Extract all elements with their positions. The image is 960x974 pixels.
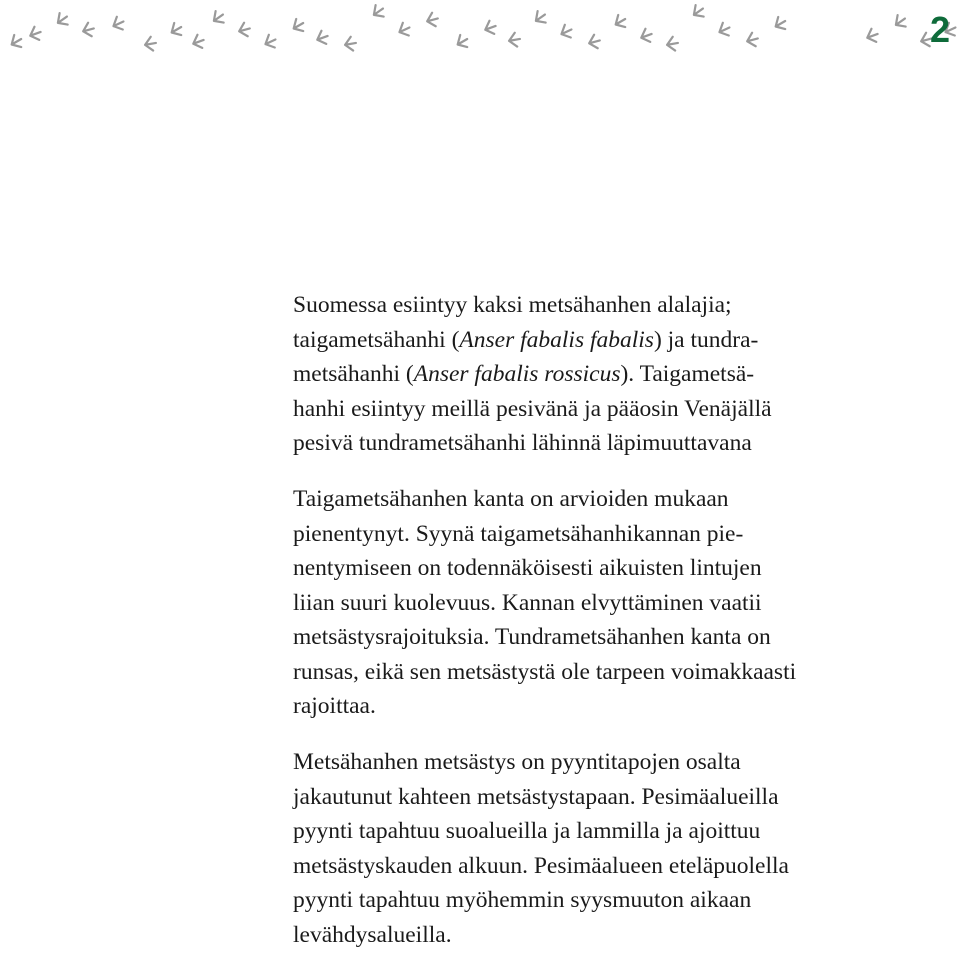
text-line: pyynti tapahtuu myöhemmin syysmuuton aikaan [293,887,752,913]
text-line: pesivä tundrametsähanhi lähinnä läpimuuttavana [293,430,752,456]
text-line: Taigametsähanhen kanta on arvioiden mukaan [293,486,729,512]
text-line: metsästysrajoituksia. Tundrametsähanhen kanta on [293,624,771,650]
text-line: pienentynyt. Syynä taigametsähanhikannan pie- [293,520,744,547]
text-line: levähdysalueilla. [293,921,452,948]
text-line: metsähanhi (Anser fabalis rossicus). Taigametsä- [293,361,755,387]
text-line: Suomessa esiintyy kaksi metsähanhen alalajia; [293,292,732,318]
text-line: taigametsähanhi (Anser fabalis fabalis) ja tundra- [293,326,759,353]
text-line: runsas, eikä sen metsästystä ole tarpeen voimakkaasti [293,658,797,685]
paragraph-subspecies [293,288,853,461]
footprint-decoration [0,0,960,60]
text-line: rajoittaa. [293,693,376,719]
page-number: 2 [929,9,950,50]
scientific-name: Anser fabalis rossicus [413,361,621,387]
text-line: jakautunut kahteen metsästystapaan. Pesimäalueilla [293,783,779,810]
footprint-trail-icons [8,3,958,52]
text-line: nentymiseen on todennäköisesti aikuisten lintujen [293,555,762,581]
scientific-name: Anser fabalis fabalis [459,326,654,353]
paragraph-hunting [293,745,853,952]
article-body [293,288,853,974]
paragraph-population [293,482,853,724]
text-line: Metsähanhen metsästys on pyyntitapojen osalta [293,749,741,775]
text-line: hanhi esiintyy meillä pesivänä ja pääosin Venäjällä [293,395,772,422]
text-line: pyynti tapahtuu suoalueilla ja lammilla ja ajoittuu [293,818,761,844]
text-line: liian suuri kuolevuus. Kannan elvyttäminen vaatii [293,589,762,616]
text-line: metsästyskauden alkuun. Pesimäalueen eteläpuolella [293,852,789,879]
